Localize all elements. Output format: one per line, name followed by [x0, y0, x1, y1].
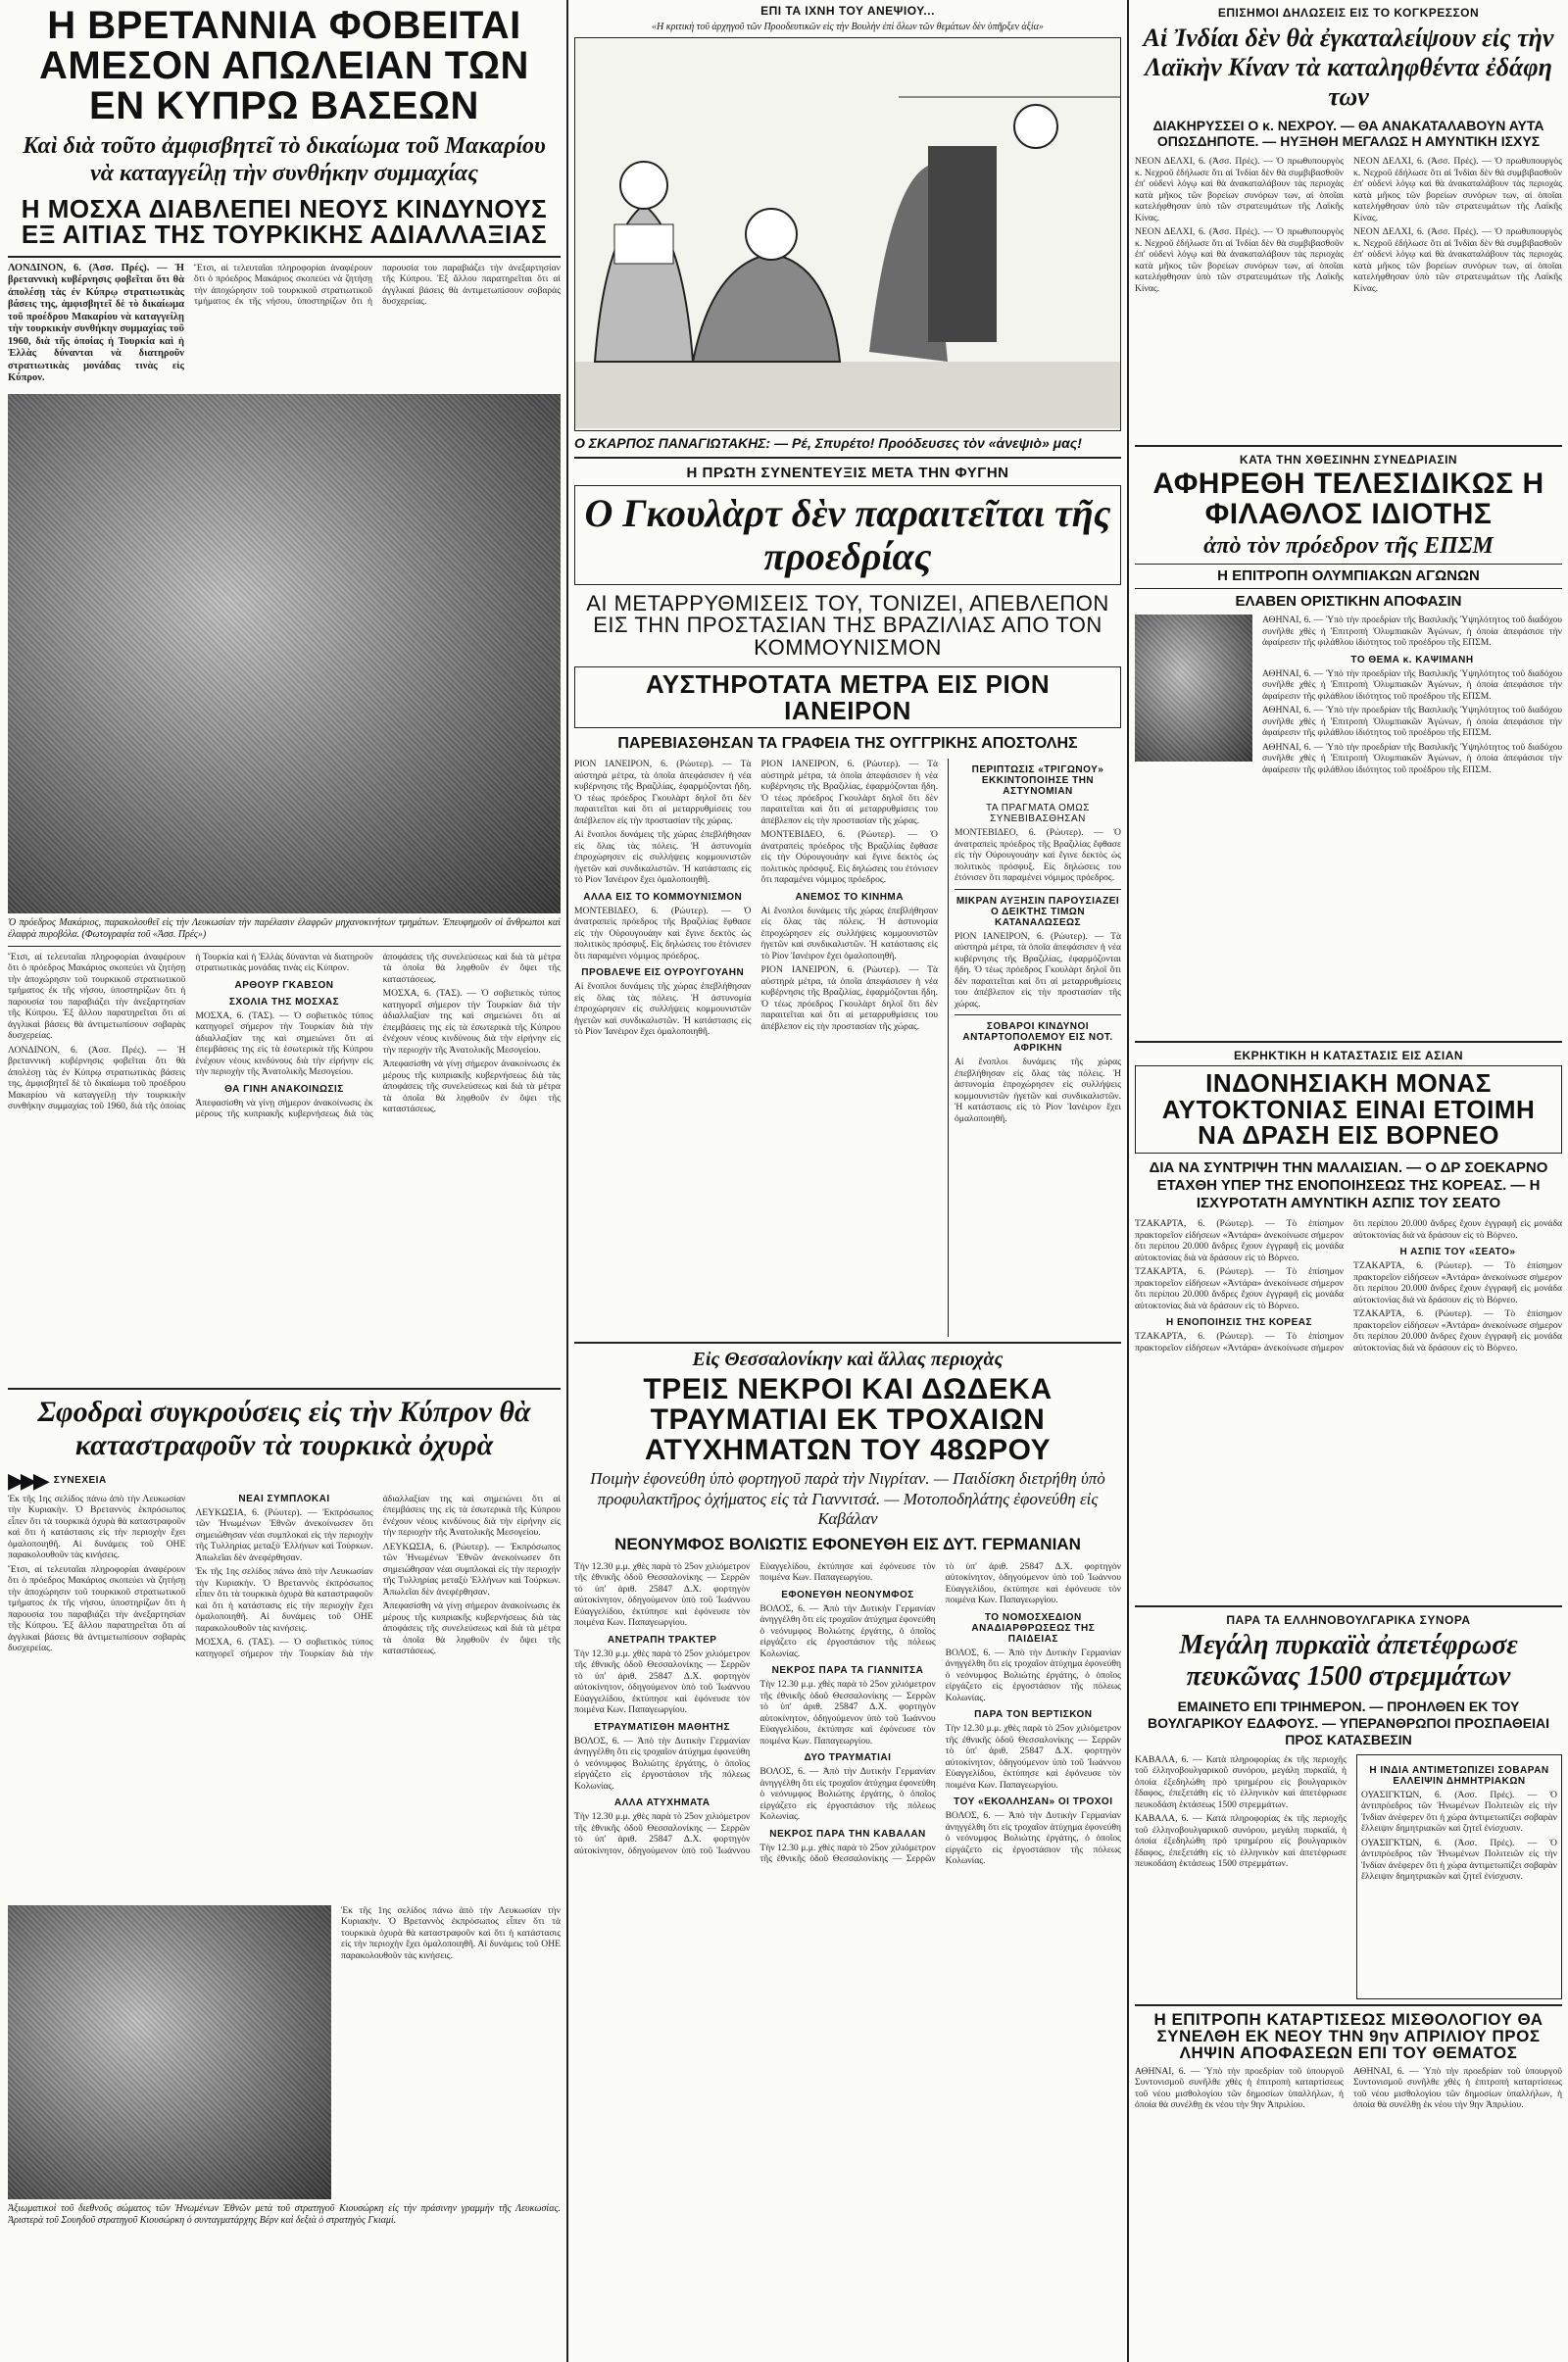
- section-heading: ΕΦΟΝΕΥΘΗ ΝΕΟΝΥΜΦΟΣ: [781, 1589, 914, 1600]
- band-kicker: Εἰς Θεσσαλονίκην καὶ ἄλλας περιοχὰς: [692, 1349, 1004, 1371]
- sport-subheadline-2: ΕΛΑΒΕΝ ΟΡΙΣΤΙΚΗΝ ΑΠΟΦΑΣΙΝ: [1235, 593, 1462, 611]
- section-heading: ΑΛΛΑ ΑΤΥΧΗΜΑΤΑ: [613, 1797, 710, 1809]
- article-text: Ἔτσι, αἱ τελευταῖαι πληροφορίαι ἀναφέρουν ὅτι ὁ πρόεδρος Μακάριος σκοπεύει νὰ ζητήσῃ τὴν ἀποχώρησιν τοῦ τουρκικοῦ στρατιωτικοῦ τμήματος ἐκ τῆς νήσου, ὑποστηρίζων ὅτι ἡ παρουσία του παραβιάζει τὴν ἀνεξαρτησίαν τῆς Κύπρου. Ἐξ ἄλλου παρατηρεῖται ὅτι αἱ ἀγγλικαὶ βάσεις θὰ ἀντιμετωπίσουν σοβαρὰς δυσχερείας.: [8, 951, 186, 1042]
- article-text: Αἱ ἔνοπλοι δυνάμεις τῆς χώρας ἐπεβλήθησαν εἰς ὅλας τὰς πόλεις. Ἡ ἀστυνομία ἐπροχώρησεν εἰς συλλήψεις κομμουνιστῶν ἡγετῶν καὶ συνδικαλιστῶν. Ἡ κατάστασις εἰς τὸ Ρίον Ἰανέιρον ἔχει ὁμαλοποιηθῆ.: [760, 905, 938, 961]
- divider: [574, 1342, 1121, 1344]
- cartoon-caption: Ο ΣΚΑΡΠΟΣ ΠΑΝΑΓΙΩΤΑΚΗΣ: — Ρέ, Σπυρέτο! Προόδευσες τὸν «ἀνεψιὸ» μας!: [574, 435, 1082, 451]
- section-heading: Η ΑΣΠΙΣ ΤΟΥ «ΣΕΑΤΟ»: [1399, 1247, 1516, 1257]
- article-text: Ἀπεφασίσθη νὰ γίνῃ σήμερον ἀνακοίνωσις ἐκ μέρους τῆς κυπριακῆς κυβερνήσεως διὰ τὰς ἀποφάσεις τῆς συνελεύσεως καὶ διὰ τὰ μέτρα τὰ ὁποῖα θὰ ληφθοῦν ἐν ὄψει τῆς καταστάσεως.: [382, 1058, 561, 1115]
- article-text: ΒΟΛΟΣ, 6. — Ἀπὸ τὴν Δυτικὴν Γερμανίαν ἀνηγγέλθη ὅτι εἰς τροχαῖον ἀτύχημα ἐφονεύθη ὁ νεόνυμφος Βολιώτης ἐργάτης, ὁ ὁποῖος εἰργάζετο εἰς ἐργοστάσιον τῆς πόλεως Κολωνίας.: [945, 1810, 1121, 1867]
- divider: [1135, 1041, 1562, 1043]
- article-text: Τὴν 12.30 μ.μ. χθὲς παρὰ τὸ 25ον χιλιόμετρον τῆς ἐθνικῆς ὁδοῦ Θεσσαλονίκης — Σερρῶν τὸ ὑπ' ἀριθ. 25847 Δ.Χ. φορτηγὸν αὐτοκίνητον, ὁδηγούμενον ὑπὸ τοῦ Ἰωάννου Εὐαγγελίδου, ἐκτύπησε καὶ ἐφόνευσε τὸν ποιμένα Κων. Παπαγεωργίου.: [945, 1723, 1121, 1791]
- article-text: ΜΟΝΤΕΒΙΔΕΟ, 6. (Ρώυτερ). — Ὁ ἀνατραπεὶς πρόεδρος τῆς Βραζιλίας ἔφθασε εἰς τὴν Οὐρουγουάην καὶ ἔγινε δεκτὸς ὡς πολιτικὸς πρόσφυξ. Εἰς δηλώσεις του ἐτόνισεν ὅτι παραμένει νόμιμος πρόεδρος.: [955, 827, 1121, 884]
- accidents-subheadline: ΝΕΟΝΥΜΦΟΣ ΒΟΛΙΩΤΙΣ ΕΦΟΝΕΥΘΗ ΕΙΣ ΔΥΤ. ΓΕΡΜΑΝΙΑΝ: [614, 1535, 1081, 1554]
- article-text: ΤΖΑΚΑΡΤΑ, 6. (Ρώυτερ). — Τὸ ἐπίσημον πρακτορεῖον εἰδήσεων «Ἀντάρα» ἀνεκοίνωσε σήμερον ὅτι περίπου 20.000 ἄνδρες ἔχουν ἐγγραφῆ εἰς μονάδα αὐτοκτονίας διὰ νὰ δράσουν εἰς τὸ Βόρνεο.: [1135, 1266, 1344, 1311]
- article-text: ΡΙΟΝ ΙΑΝΕΙΡΟΝ, 6. (Ρώυτερ). — Τὰ αὐστηρὰ μέτρα, τὰ ὁποῖα ἀπεφάσισεν ἡ νέα κυβέρνησις τῆς Βραζιλίας, ἐφαρμόζονται ἤδη. Ὁ τέως πρόεδρος Γκουλὰρτ δηλοῖ ὅτι δὲν παραιτεῖται καὶ ὅτι αἱ μεταρρυθμίσεις του ἀπέβλεπον εἰς τὴν προστασίαν τῆς χώρας.: [760, 759, 938, 826]
- article-text: ΑΘΗΝΑΙ, 6. — Ὑπὸ τὴν προεδρίαν τῆς Βασιλικῆς Ὑψηλότητος τοῦ διαδόχου συνῆλθε χθὲς ἡ Ἐπιτροπὴ Ὀλυμπιακῶν Ἀγώνων, ἡ ὁποία ἀπεφάσισε τὴν ἀφαίρεσιν τῆς φιλάθλου ἰδιότητος τοῦ προέδρου τῆς ΕΠΣΜ.: [1262, 705, 1562, 739]
- sport-headline-2: ἀπὸ τὸν πρόεδρον τῆς ΕΠΣΜ: [1203, 533, 1494, 560]
- section-heading: ΑΝΕΤΡΑΠΗ ΤΡΑΚΤΕΡ: [607, 1634, 717, 1646]
- article-text: Τὴν 12.30 μ.μ. χθὲς παρὰ τὸ 25ον χιλιόμετρον τῆς ἐθνικῆς ὁδοῦ Θεσσαλονίκης — Σερρῶν τὸ ὑπ' ἀριθ. 25847 Δ.Χ. φορτηγὸν αὐτοκίνητον, ὁδηγούμενον ὑπὸ τοῦ Ἰωάννου Εὐαγγελίδου, ἐκτύπησε καὶ ἐφόνευσε τὸν ποιμένα Κων. Παπαγεωργίου.: [760, 1560, 1121, 1865]
- article-text: ΑΘΗΝΑΙ, 6. — Ὑπὸ τὴν προεδρίαν τοῦ ὑπουργοῦ Συντονισμοῦ συνῆλθε χθὲς ἡ ἐπιτροπὴ καταρτίσεως τοῦ νέου μισθολογίου τῶν δημοσίων ὑπαλλήλων, ἡ ὁποία θὰ συνέλθῃ ἐκ νέου τὴν 9ην Ἀπριλίου.: [1353, 2065, 1562, 2111]
- article-text: Τὴν 12.30 μ.μ. χθὲς παρὰ τὸ 25ον χιλιόμετρον τῆς ἐθνικῆς ὁδοῦ Θεσσαλονίκης — Σερρῶν τὸ ὑπ' ἀριθ. 25847 Δ.Χ. φορτηγὸν αὐτοκίνητον, ὁδηγούμενον ὑπὸ τοῦ Ἰωάννου Εὐαγγελίδου, ἐκτύπησε καὶ ἐφόνευσε τὸν ποιμένα Κων. Παπαγεωργίου.: [574, 1648, 751, 1716]
- india-deck: ΔΙΑΚΗΡΥΣΣΕΙ Ο κ. ΝΕΧΡΟΥ. — ΘΑ ΑΝΑΚΑΤΑΛΑΒΟΥΝ ΑΥΤΑ ΟΠΩΣΔΗΠΟΤΕ. — ΗΥΞΗΘΗ ΜΕΓΑΛΩΣ Η ΑΜΥΝΤΙΚΗ ΙΣΧΥΣ: [1152, 117, 1544, 150]
- article-text: ΑΘΗΝΑΙ, 6. — Ὑπὸ τὴν προεδρίαν τοῦ ὑπουργοῦ Συντονισμοῦ συνῆλθε χθὲς ἡ ἐπιτροπὴ καταρτίσεως τοῦ νέου μισθολογίου τῶν δημοσίων ὑπαλλήλων, ἡ ὁποία θὰ συνέλθῃ ἐκ νέου τὴν 9ην Ἀπριλίου.: [1135, 2065, 1344, 2111]
- article-text: Ἐκ τῆς 1ης σελίδος πάνω ἀπὸ τὴν Λευκωσίαν τὴν Κυριακὴν. Ὁ Βρεταννὸς ἐκπρόσωπος εἶπεν ὅτι τὰ τουρκικὰ ὀχυρὰ θὰ καταστραφοῦν καὶ ὅτι ἡ κατάστασις εἰς τὴν περιοχὴν ἔχει ὁμαλοποιηθῆ. Αἱ δυνάμεις τοῦ ΟΗΕ παρακολουθοῦν τὰς κινήσεις.: [341, 1904, 561, 1961]
- article-text: ΤΖΑΚΑΡΤΑ, 6. (Ρώυτερ). — Τὸ ἐπίσημον πρακτορεῖον εἰδήσεων «Ἀντάρα» ἀνεκοίνωσε σήμερον ὅτι περίπου 20.000 ἄνδρες ἔχουν ἐγγραφῆ εἰς μονάδα αὐτοκτονίας διὰ νὰ δράσουν εἰς τὸ Βόρνεο.: [1135, 1218, 1344, 1263]
- india-headline: Αἱ Ἰνδίαι δὲν θὰ ἐγκαταλείψουν εἰς τὴν Λαϊκὴν Κίναν τὰ καταληφθέντα ἐδάφη των: [1143, 24, 1554, 111]
- un-officers-photo: [8, 1905, 331, 2199]
- left-column: [8, 0, 561, 2362]
- side-headline: ΣΟΒΑΡΟΙ ΚΙΝΔΥΝΟΙ ΑΝΤΑΡΤΟΠΟΛΕΜΟΥ ΕΙΣ ΝΟΤ. ΑΦΡΙΚΗΝ: [962, 1021, 1113, 1055]
- article-text: ΝΕΟΝ ΔΕΛΧΙ, 6. (Ἀσσ. Πρές). — Ὁ πρωθυπουργὸς κ. Νεχροῦ ἐδήλωσε ὅτι αἱ Ἰνδίαι δὲν θὰ συμβιβασθοῦν ἐπ' οὐδενὶ λόγῳ καὶ θὰ ἀνακαταλάβουν τὰς περιοχὰς κατὰ μῆκος τῶν βορείων συνόρων των, αἱ ὁποῖαι κατελήφθησαν ὑπὸ τῶν στρατευμάτων τῆς Λαϊκῆς Κίνας.: [1353, 156, 1562, 223]
- rio-subheadline: ΠΑΡΕΒΙΑΣΘΗΣΑΝ ΤΑ ΓΡΑΦΕΙΑ ΤΗΣ ΟΥΓΓΡΙΚΗΣ ΑΠΟΣΤΟΛΗΣ: [617, 735, 1078, 753]
- divider: [1135, 2004, 1562, 2006]
- section-heading: ΘΑ ΓΙΝΗ ΑΝΑΚΟΙΝΩΣΙΣ: [224, 1083, 344, 1095]
- article-text: ΟΥΑΣΙΓΚΤΩΝ, 6. (Ἀσσ. Πρές). — Ὁ ἀντιπρόεδρος τῶν Ἡνωμένων Πολιτειῶν εἰς τὴν Ἰνδίαν ἀνέφερεν ὅτι ἡ χώρα ἀντιμετωπίζει σοβαρὰν ἔλλειψιν δημητριακῶν καὶ ζητεῖ ἐνίσχυσιν.: [1361, 1837, 1557, 1883]
- section-heading: ΠΑΡΑ ΤΟΝ ΒΕΡΤΙΣΚΟΝ: [974, 1709, 1093, 1721]
- article-text: Αἱ ἔνοπλοι δυνάμεις τῆς χώρας ἐπεβλήθησαν εἰς ὅλας τὰς πόλεις. Ἡ ἀστυνομία ἐπροχώρησεν εἰς συλλήψεις κομμουνιστῶν ἡγετῶν καὶ συνδικαλιστῶν. Ἡ κατάστασις εἰς τὸ Ρίον Ἰανέιρον ἔχει ὁμαλοποιηθῆ.: [955, 1057, 1121, 1124]
- section-heading: ΔΥΟ ΤΡΑΥΜΑΤΙΑΙ: [804, 1752, 892, 1764]
- cartoon-quote: «Η κριτικὴ τοῦ ἀρχηγοῦ τῶν Προοδευτικῶν εἰς τὴν Βουλὴν ἐπὶ ὅλων τῶν θεμάτων δὲν ὑπῆρξεν ἀξία»: [652, 22, 1044, 32]
- section-heading: ΑΝΕΜΟΣ ΤΟ ΚΙΝΗΜΑ: [795, 891, 904, 903]
- section-heading: ΝΕΚΡΟΣ ΠΑΡΑ ΤΑ ΓΙΑΝΝΙΤΣΑ: [771, 1665, 924, 1677]
- section-heading: ΝΕΚΡΟΣ ΠΑΡΑ ΤΗΝ ΚΑΒΑΛΑΝ: [769, 1828, 926, 1840]
- center-column: [574, 0, 1121, 2362]
- portrait-photo: [1135, 615, 1252, 762]
- article-text: ΒΟΛΟΣ, 6. — Ἀπὸ τὴν Δυτικὴν Γερμανίαν ἀνηγγέλθη ὅτι εἰς τροχαῖον ἀτύχημα ἐφονεύθη ὁ νεόνυμφος Βολιώτης ἐργάτης, ὁ ὁποῖος εἰργάζετο εἰς ἐργοστάσιον τῆς πόλεως Κολωνίας.: [760, 1602, 936, 1659]
- kicker: ΚΑΤΑ ΤΗΝ ΧΘΕΣΙΝΗΝ ΣΥΝΕΔΡΙΑΣΙΝ: [1239, 453, 1458, 467]
- sport-headline: ΑΦΗΡΕΘΗ ΤΕΛΕΣΙΔΙΚΩΣ Η ΦΙΛΑΘΛΟΣ ΙΔΙΟΤΗΣ: [1152, 467, 1544, 530]
- divider: [8, 946, 561, 947]
- article-text: ΜΟΣΧΑ, 6. (ΤΑΣ). — Ὁ σοβιετικὸς τύπος κατηγορεῖ σήμερον τὴν Τουρκίαν διὰ τὴν ἀδιαλλαξίαν της καὶ σημειώνει ὅτι αἱ ἐπεμβάσεις της εἰς τὰ ἐσωτερικὰ τῆς Κύπρου ἐνέχουν νέους κινδύνους διὰ τὴν εἰρήνην εἰς τὴν περιοχὴν τῆς Ἀνατολικῆς Μεσογείου.: [195, 1009, 373, 1078]
- photo-caption: Ὁ πρόεδρος Μακάριος, παρακολουθεῖ εἰς τὴν Λευκωσίαν τὴν παρέλασιν ἐλαφρῶν μηχανοκινήτων τμημάτων. Ἐπευφημοῦν οἱ ἄνθρωποι καὶ ἐλαφρὰ πυροβόλα. (Φωτογραφία τοῦ «Ἀσσ. Πρές»): [8, 916, 561, 940]
- makarios-photo: [8, 394, 561, 913]
- rio-headline: ΑΥΣΤΗΡΟΤΑΤΑ ΜΕΤΡΑ ΕΙΣ ΡΙΟΝ ΙΑΝΕΙΡΟΝ: [574, 666, 1121, 728]
- goulart-headline: Ο Γκουλὰρτ δὲν παραιτεῖται τῆς προεδρίας: [574, 485, 1121, 585]
- article-text: ΒΟΛΟΣ, 6. — Ἀπὸ τὴν Δυτικὴν Γερμανίαν ἀνηγγέλθη ὅτι εἰς τροχαῖον ἀτύχημα ἐφονεύθη ὁ νεόνυμφος Βολιώτης ἐργάτης, ὁ ὁποῖος εἰργάζετο εἰς ἐργοστάσιον τῆς πόλεως Κολωνίας.: [760, 1766, 936, 1823]
- kicker: ΠΑΡΑ ΤΑ ΕΛΛΗΝΟΒΟΥΛΓΑΡΙΚΑ ΣΥΝΟΡΑ: [1226, 1613, 1471, 1627]
- article-text: ΡΙΟΝ ΙΑΝΕΙΡΟΝ, 6. (Ρώυτερ). — Τὰ αὐστηρὰ μέτρα, τὰ ὁποῖα ἀπεφάσισεν ἡ νέα κυβέρνησις τῆς Βραζιλίας, ἐφαρμόζονται ἤδη. Ὁ τέως πρόεδρος Γκουλὰρτ δηλοῖ ὅτι δὲν παραιτεῖται καὶ ὅτι αἱ μεταρρυθμίσεις του ἀπέβλεπον εἰς τὴν προστασίαν τῆς χώρας.: [955, 930, 1121, 1009]
- side-headline: ΠΕΡΙΠΤΩΣΙΣ «ΤΡΙΓΩΝΟΥ» ΕΚΚΙΝΤΟΠΟΙΗΣΕ ΤΗΝ ΑΣΤΥΝΟΜΙΑΝ: [971, 764, 1104, 798]
- article-text: Αἱ ἔνοπλοι δυνάμεις τῆς χώρας ἐπεβλήθησαν εἰς ὅλας τὰς πόλεις. Ἡ ἀστυνομία ἐπροχώρησεν εἰς συλλήψεις κομμουνιστῶν ἡγετῶν καὶ συνδικαλιστῶν. Ἡ κατάστασις εἰς τὸ Ρίον Ἰανέιρον ἔχει ὁμαλοποιηθῆ.: [574, 829, 752, 886]
- divider: [574, 457, 1121, 459]
- divider: [8, 1388, 561, 1390]
- goulart-deck: ΑΙ ΜΕΤΑΡΡΥΘΜΙΣΕΙΣ ΤΟΥ, ΤΟΝΙΖΕΙ, ΑΠΕΒΛΕΠΟΝ ΕΙΣ ΤΗΝ ΠΡΟΣΤΑΣΙΑΝ ΤΗΣ ΒΡΑΖΙΛΙΑΣ ΑΠΟ ΤΟΝ ΚΟΜΜΟΥΝΙΣΜΟΝ: [586, 590, 1109, 660]
- side-subheadline: ΤΑ ΠΡΑΓΜΑΤΑ ΟΜΩΣ ΣΥΝΕΒΙΒΑΣΘΗΣΑΝ: [986, 803, 1090, 825]
- article-text: ΜΟΝΤΕΒΙΔΕΟ, 6. (Ρώυτερ). — Ὁ ἀνατραπεὶς πρόεδρος τῆς Βραζιλίας ἔφθασε εἰς τὴν Οὐρουγουάην καὶ ἔγινε δεκτὸς ὡς πολιτικὸς πρόσφυξ. Εἰς δηλώσεις του ἐτόνισεν ὅτι παραμένει νόμιμος πρόεδρος.: [760, 829, 938, 886]
- article-text: ΡΙΟΝ ΙΑΝΕΙΡΟΝ, 6. (Ρώυτερ). — Τὰ αὐστηρὰ μέτρα, τὰ ὁποῖα ἀπεφάσισεν ἡ νέα κυβέρνησις τῆς Βραζιλίας, ἐφαρμόζονται ἤδη. Ὁ τέως πρόεδρος Γκουλὰρτ δηλοῖ ὅτι δὲν παραιτεῖται καὶ ὅτι αἱ μεταρρυθμίσεις του ἀπέβλεπον εἰς τὴν προστασίαν τῆς χώρας.: [760, 964, 938, 1032]
- article-text: Ἔτσι, αἱ τελευταῖαι πληροφορίαι ἀναφέρουν ὅτι ὁ πρόεδρος Μακάριος σκοπεύει νὰ ζητήσῃ τὴν ἀποχώρησιν τοῦ τουρκικοῦ στρατιωτικοῦ τμήματος ἐκ τῆς νήσου, ὑποστηρίζων ὅτι ἡ παρουσία του παραβιάζει τὴν ἀνεξαρτησίαν τῆς Κύπρου. Ἐξ ἄλλου παρατηρεῖται ὅτι αἱ ἀγγλικαὶ βάσεις θὰ ἀντιμετωπίσουν σοβαρὰς δυσχερείας.: [194, 262, 561, 308]
- kicker: ΕΚΡΗΚΤΙΚΗ Η ΚΑΤΑΣΤΑΣΙΣ ΕΙΣ ΑΣΙΑΝ: [1233, 1049, 1464, 1063]
- article-text: Ἀπεφασίσθη νὰ γίνῃ σήμερον ἀνακοίνωσις ἐκ μέρους τῆς κυπριακῆς κυβερνήσεως διὰ τὰς ἀποφάσεις τῆς συνελεύσεως καὶ διὰ τὰ μέτρα τὰ ὁποῖα θὰ ληφθοῦν ἐν ὄψει τῆς καταστάσεως.: [382, 1600, 561, 1657]
- main-headline: Η ΒΡΕΤΑΝΝΙΑ ΦΟΒΕΙΤΑΙ ΑΜΕΣΟΝ ΑΠΩΛΕΙΑΝ ΤΩΝ ΕΝ ΚΥΠΡΩ ΒΑΣΕΩΝ: [39, 4, 529, 127]
- article-text: Ἐκ τῆς 1ης σελίδος πάνω ἀπὸ τὴν Λευκωσίαν τὴν Κυριακὴν. Ὁ Βρεταννὸς ἐκπρόσωπος εἶπεν ὅτι τὰ τουρκικὰ ὀχυρὰ θὰ καταστραφοῦν καὶ ὅτι ἡ κατάστασις εἰς τὴν περιοχὴν ἔχει ὁμαλοποιηθῆ. Αἱ δυνάμεις τοῦ ΟΗΕ παρακολουθοῦν τὰς κινήσεις.: [8, 1493, 186, 1561]
- accidents-deck: Ποιμὴν ἐφονεύθη ὑπὸ φορτηγοῦ παρὰ τὴν Νιγρίταν. — Παιδίσκη διετρήθη ὑπὸ προφυλακτῆρος ὀχήματος εἰς τὰ Γιαννιτσά. — Μοτοποδηλάτης ἐφονεύθη εἰς Καβάλαν: [590, 1469, 1105, 1528]
- article-text: ΝΕΟΝ ΔΕΛΧΙ, 6. (Ἀσσ. Πρές). — Ὁ πρωθυπουργὸς κ. Νεχροῦ ἐδήλωσε ὅτι αἱ Ἰνδίαι δὲν θὰ συμβιβασθοῦν ἐπ' οὐδενὶ λόγῳ καὶ θὰ ἀνακαταλάβουν τὰς περιοχὰς κατὰ μῆκος τῶν βορείων συνόρων των, αἱ ὁποῖαι κατελήφθησαν ὑπὸ τῶν στρατευμάτων τῆς Λαϊκῆς Κίνας.: [1135, 156, 1344, 223]
- continue-arrows-icon: ▶▶▶: [8, 1468, 46, 1494]
- article-text: ΤΖΑΚΑΡΤΑ, 6. (Ρώυτερ). — Τὸ ἐπίσημον πρακτορεῖον εἰδήσεων «Ἀντάρα» ἀνεκοίνωσε σήμερον ὅτι περίπου 20.000 ἄνδρες ἔχουν ἐγγραφῆ εἰς μονάδα αὐτοκτονίας διὰ νὰ δράσουν εἰς τὸ Βόρνεο.: [1353, 1260, 1562, 1305]
- article-text: ΚΑΒΑΛΑ, 6. — Κατὰ πληροφορίας ἐκ τῆς περιοχῆς τοῦ ἐλληνοβουλγαρικοῦ συνόρου, μεγάλη πυρκαϊά, ἡ ὁποία ἐξεδηλώθη πρὸ τριημέρου εἰς βουλγαρικὸν ἔδαφος, ἐπεξετάθη εἰς τὸ ἑλληνικὸν καὶ ἀπετέφρωσε πευκοδάση ἐκτάσεως 1500 στρεμμάτων.: [1135, 1813, 1347, 1870]
- box-headline: Η ΙΝΔΙΑ ΑΝΤΙΜΕΤΩΠΙΖΕΙ ΣΟΒΑΡΑΝ ΕΛΛΕΙΨΙΝ ΔΗΜΗΤΡΙΑΚΩΝ: [1369, 1764, 1549, 1787]
- section-heading: ΣΧΟΛΙΑ ΤΗΣ ΜΟΣΧΑΣ: [228, 996, 340, 1008]
- article-text: ΑΘΗΝΑΙ, 6. — Ὑπὸ τὴν προεδρίαν τῆς Βασιλικῆς Ὑψηλότητος τοῦ διαδόχου συνῆλθε χθὲς ἡ Ἐπιτροπὴ Ὀλυμπιακῶν Ἀγώνων, ἡ ὁποία ἀπεφάσισε τὴν ἀφαίρεσιν τῆς φιλάθλου ἰδιότητος τοῦ προέδρου τῆς ΕΠΣΜ.: [1262, 741, 1562, 775]
- byline: ΑΡΘΟΥΡ ΓΚΑΒΣΟΝ: [234, 979, 334, 991]
- divider: [8, 256, 561, 258]
- article-text: ΜΟΝΤΕΒΙΔΕΟ, 6. (Ρώυτερ). — Ὁ ἀνατραπεὶς πρόεδρος τῆς Βραζιλίας ἔφθασε εἰς τὴν Οὐρουγουάην καὶ ἔγινε δεκτὸς ὡς πολιτικὸς πρόσφυξ. Εἰς δηλώσεις του ἐτόνισεν ὅτι παραμένει νόμιμος πρόεδρος.: [574, 905, 752, 961]
- column-rule: [1127, 0, 1129, 2362]
- divider: [1135, 1605, 1562, 1607]
- kicker: Η ΠΡΩΤΗ ΣΥΝΕΝΤΕΥΞΙΣ ΜΕΤΑ ΤΗΝ ΦΥΓΗΝ: [686, 464, 1009, 481]
- headline-deck: Καὶ διὰ τοῦτο ἀμφισβητεῖ τὸ δικαίωμα τοῦ Μακαρίου νὰ καταγγείλῃ τὴν συνθήκην συμμαχίας: [23, 133, 546, 186]
- divider: [955, 1014, 1121, 1015]
- section-heading: ΤΟ ΘΕΜΑ κ. ΚΑΨΙΜΑΝΗ: [1350, 654, 1474, 665]
- section-heading: ΑΛΛΑ ΕΙΣ ΤΟ ΚΟΜΜΟΥΝΙΣΜΟΝ: [583, 891, 743, 903]
- section-heading: ΝΕΑΙ ΣΥΜΠΛΟΚΑΙ: [238, 1493, 330, 1504]
- article-text: ΝΕΟΝ ΔΕΛΧΙ, 6. (Ἀσσ. Πρές). — Ὁ πρωθυπουργὸς κ. Νεχροῦ ἐδήλωσε ὅτι αἱ Ἰνδίαι δὲν θὰ συμβιβασθοῦν ἐπ' οὐδενὶ λόγῳ καὶ θὰ ἀνακαταλάβουν τὰς περιοχὰς κατὰ μῆκος τῶν βορείων συνόρων των, αἱ ὁποῖαι κατελήφθησαν ὑπὸ τῶν στρατευμάτων τῆς Λαϊκῆς Κίνας.: [1135, 226, 1344, 294]
- article-text: ΟΥΑΣΙΓΚΤΩΝ, 6. (Ἀσσ. Πρές). — Ὁ ἀντιπρόεδρος τῶν Ἡνωμένων Πολιτειῶν εἰς τὴν Ἰνδίαν ἀνέφερεν ὅτι ἡ χώρα ἀντιμετωπίζει σοβαρὰν ἔλλειψιν δημητριακῶν καὶ ζητεῖ ἐνίσχυσιν.: [1361, 1789, 1557, 1835]
- cyprus-headline: Σφοδραὶ συγκρούσεις εἰς τὴν Κύπρον θὰ καταστραφοῦν τὰ τουρκικὰ ὀχυρὰ: [37, 1395, 531, 1462]
- article-text: Τὴν 12.30 μ.μ. χθὲς παρὰ τὸ 25ον χιλιόμετρον τῆς ἐθνικῆς ὁδοῦ Θεσσαλονίκης — Σερρῶν τὸ ὑπ' ἀριθ. 25847 Δ.Χ. φορτηγὸν αὐτοκίνητον, ὁδηγούμενον ὑπὸ τοῦ Ἰωάννου Εὐαγγελίδου, ἐκτύπησε καὶ ἐφόνευσε τὸν ποιμένα Κων. Παπαγεωργίου.: [760, 1679, 936, 1747]
- side-headline: ΜΙΚΡΑΝ ΑΥΞΗΣΙΝ ΠΑΡΟΥΣΙΑΖΕΙ Ο ΔΕΙΚΤΗΣ ΤΙΜΩΝ ΚΑΤΑΝΑΛΩΣΕΩΣ: [956, 895, 1120, 928]
- article-text: Ἔτσι, αἱ τελευταῖαι πληροφορίαι ἀναφέρουν ὅτι ὁ πρόεδρος Μακάριος σκοπεύει νὰ ζητήσῃ τὴν ἀποχώρησιν τοῦ τουρκικοῦ στρατιωτικοῦ τμήματος ἐκ τῆς νήσου, ὑποστηρίζων ὅτι ἡ παρουσία του παραβιάζει τὴν ἀνεξαρτησίαν τῆς Κύπρου. Ἐξ ἄλλου παρατηρεῖται ὅτι αἱ ἀγγλικαὶ βάσεις θὰ ἀντιμετωπίσουν σοβαρὰς δυσχερείας.: [8, 1563, 186, 1654]
- political-cartoon: [574, 37, 1121, 431]
- article-text: ΛΕΥΚΩΣΙΑ, 6. (Ρώυτερ). — Ἐκπρόσωπος τῶν Ἡνωμένων Ἐθνῶν ἀνεκοίνωσεν ὅτι σημειώθησαν νέαι συμπλοκαὶ εἰς τὴν περιοχὴν τῆς Τυλληρίας μεταξὺ Ἑλλήνων καὶ Τούρκων. Ἀπωλεῖαι δὲν ἀνεφέρθησαν.: [382, 1541, 561, 1598]
- article-text: Ἐκ τῆς 1ης σελίδος πάνω ἀπὸ τὴν Λευκωσίαν τὴν Κυριακὴν. Ὁ Βρεταννὸς ἐκπρόσωπος εἶπεν ὅτι τὰ τουρκικὰ ὀχυρὰ θὰ καταστραφοῦν καὶ ὅτι ἡ κατάστασις εἰς τὴν περιοχὴν ἔχει ὁμαλοποιηθῆ. Αἱ δυνάμεις τοῦ ΟΗΕ παρακολουθοῦν τὰς κινήσεις.: [195, 1566, 373, 1634]
- article-text: ΛΕΥΚΩΣΙΑ, 6. (Ρώυτερ). — Ἐκπρόσωπος τῶν Ἡνωμένων Ἐθνῶν ἀνεκοίνωσεν ὅτι σημειώθησαν νέαι συμπλοκαὶ εἰς τὴν περιοχὴν τῆς Τυλληρίας μεταξὺ Ἑλλήνων καὶ Τούρκων. Ἀπωλεῖαι δὲν ἀνεφέρθησαν.: [195, 1506, 373, 1563]
- fire-deck: ΕΜΑΙΝΕΤΟ ΕΠΙ ΤΡΙΗΜΕΡΟΝ. — ΠΡΟΗΛΘΕΝ ΕΚ ΤΟΥ ΒΟΥΛΓΑΡΙΚΟΥ ΕΔΑΦΟΥΣ. — ΥΠΕΡΑΝΘΡΩΠΟΙ ΠΡΟΣΠΑΘΕΙΑΙ ΠΡΟΣ ΚΑΤΑΣΒΕΣΙΝ: [1148, 1698, 1549, 1747]
- subheadline: Η ΜΟΣΧΑ ΔΙΑΒΛΕΠΕΙ ΝΕΟΥΣ ΚΙΝΔΥΝΟΥΣ ΕΞ ΑΙΤΙΑΣ ΤΗΣ ΤΟΥΡΚΙΚΗΣ ΑΔΙΑΛΛΑΞΙΑΣ: [21, 193, 548, 250]
- cartoon-drawing: [575, 38, 1120, 428]
- article-text: ΒΟΛΟΣ, 6. — Ἀπὸ τὴν Δυτικὴν Γερμανίαν ἀνηγγέλθη ὅτι εἰς τροχαῖον ἀτύχημα ἐφονεύθη ὁ νεόνυμφος Βολιώτης ἐργάτης, ὁ ὁποῖος εἰργάζετο εἰς ἐργοστάσιον τῆς πόλεως Κολωνίας.: [945, 1647, 1121, 1703]
- photo-caption: Ἀξιωματικοὶ τοῦ διεθνοῦς σώματος τῶν Ἡνωμένων Ἐθνῶν μετὰ τοῦ στρατηγοῦ Κιουσώρκη εἰς τὴν πράσινην γραμμὴν τῆς Λευκωσίας. Ἀριστερὰ τοῦ Σουηδοῦ στρατηγοῦ Κιουσώρκη ὁ συνταγματάρχης Βέρν καὶ δεξιὰ ὁ στρατηγὸς Γκιαμί.: [8, 2202, 561, 2226]
- article-text: ΛΟΝΔΙΝΟΝ, 6. (Ἀσσ. Πρές). — Ἡ βρεταννικὴ κυβέρνησις φοβεῖται ὅτι θὰ ἀπολέσῃ τὰς ἐν Κύπρῳ στρατιωτικὰς βάσεις της, ἀμφισβητεῖ δὲ τὸ δικαίωμα τοῦ προέδρου Μακαρίου νὰ καταγγείλῃ τὴν τουρκικὴν συνθήκην συμμαχίας τοῦ 1960, διὰ τῆς ὁποίας ἡ Τουρκία καὶ ἡ Ἑλλὰς δύνανται νὰ διατηροῦν στρατιωτικὰς μονάδας τινὰς εἰς Κύπρον.: [8, 951, 373, 1112]
- article-text: ΜΟΣΧΑ, 6. (ΤΑΣ). — Ὁ σοβιετικὸς τύπος κατηγορεῖ σήμερον τὴν Τουρκίαν διὰ τὴν ἀδιαλλαξίαν της καὶ σημειώνει ὅτι αἱ ἐπεμβάσεις της εἰς τὰ ἐσωτερικὰ τῆς Κύπρου ἐνέχουν νέους κινδύνους διὰ τὴν εἰρήνην εἰς τὴν περιοχὴν τῆς Ἀνατολικῆς Μεσογείου.: [195, 1493, 561, 1659]
- divider: [1135, 445, 1562, 447]
- continued-label: ΣΥΝΕΧΕΙΑ: [53, 1474, 107, 1486]
- article-text: ΑΘΗΝΑΙ, 6. — Ὑπὸ τὴν προεδρίαν τῆς Βασιλικῆς Ὑψηλότητος τοῦ διαδόχου συνῆλθε χθὲς ἡ Ἐπιτροπὴ Ὀλυμπιακῶν Ἀγώνων, ἡ ὁποία ἀπεφάσισε τὴν ἀφαίρεσιν τῆς φιλάθλου ἰδιότητος τοῦ προέδρου τῆς ΕΠΣΜ.: [1262, 667, 1562, 702]
- section-heading: Η ΕΝΟΠΟΙΗΣΙΣ ΤΗΣ ΚΟΡΕΑΣ: [1166, 1317, 1312, 1328]
- section-heading: ΠΡΟΒΛΕΨΕ ΕΙΣ ΟΥΡΟΥΓΟΥΑΗΝ: [581, 967, 745, 979]
- column-rule: [566, 0, 568, 2362]
- sport-subheadline: Η ΕΠΙΤΡΟΠΗ ΟΛΥΜΠΙΑΚΩΝ ΑΓΩΝΩΝ: [1135, 564, 1562, 589]
- fire-headline: Μεγάλη πυρκαϊὰ ἀπετέφρωσε πευκῶνας 1500 στρεμμάτων: [1179, 1630, 1518, 1693]
- right-column: [1135, 0, 1562, 2362]
- cartoon-kicker: ΕΠΙ ΤΑ ΙΧΝΗ ΤΟΥ ΑΝΕΨΙΟΥ...: [760, 4, 935, 18]
- divider: [955, 889, 1121, 890]
- article-text: ΒΟΛΟΣ, 6. — Ἀπὸ τὴν Δυτικὴν Γερμανίαν ἀνηγγέλθη ὅτι εἰς τροχαῖον ἀτύχημα ἐφονεύθη ὁ νεόνυμφος Βολιώτης ἐργάτης, ὁ ὁποῖος εἰργάζετο εἰς ἐργοστάσιον τῆς πόλεως Κολωνίας.: [574, 1735, 751, 1792]
- section-heading: ΕΤΡΑΥΜΑΤΙΣΘΗ ΜΑΘΗΤΗΣ: [594, 1721, 731, 1733]
- accidents-headline: ΤΡΕΙΣ ΝΕΚΡΟΙ ΚΑΙ ΔΩΔΕΚΑ ΤΡΑΥΜΑΤΙΑΙ ΕΚ ΤΡΟΧΑΙΩΝ ΑΤΥΧΗΜΑΤΩΝ ΤΟΥ 48ΩΡΟΥ: [643, 1373, 1053, 1466]
- article-text: ΑΘΗΝΑΙ, 6. — Ὑπὸ τὴν προεδρίαν τῆς Βασιλικῆς Ὑψηλότητος τοῦ διαδόχου συνῆλθε χθὲς ἡ Ἐπιτροπὴ Ὀλυμπιακῶν Ἀγώνων, ἡ ὁποία ἀπεφάσισε τὴν ἀφαίρεσιν τῆς φιλάθλου ἰδιότητος τοῦ προέδρου τῆς ΕΠΣΜ.: [1262, 615, 1562, 649]
- article-text: ΜΟΣΧΑ, 6. (ΤΑΣ). — Ὁ σοβιετικὸς τύπος κατηγορεῖ σήμερον τὴν Τουρκίαν διὰ τὴν ἀδιαλλαξίαν της καὶ σημειώνει ὅτι αἱ ἐπεμβάσεις της εἰς τὰ ἐσωτερικὰ τῆς Κύπρου ἐνέχουν νέους κινδύνους διὰ τὴν εἰρήνην εἰς τὴν περιοχὴν τῆς Ἀνατολικῆς Μεσογείου.: [382, 988, 561, 1056]
- article-text: Αἱ ἔνοπλοι δυνάμεις τῆς χώρας ἐπεβλήθησαν εἰς ὅλας τὰς πόλεις. Ἡ ἀστυνομία ἐπροχώρησεν εἰς συλλήψεις κομμουνιστῶν ἡγετῶν καὶ συνδικαλιστῶν. Ἡ κατάστασις εἰς τὸ Ρίον Ἰανέιρον ἔχει ὁμαλοποιηθῆ.: [574, 981, 752, 1038]
- article-text: ΝΕΟΝ ΔΕΛΧΙ, 6. (Ἀσσ. Πρές). — Ὁ πρωθυπουργὸς κ. Νεχροῦ ἐδήλωσε ὅτι αἱ Ἰνδίαι δὲν θὰ συμβιβασθοῦν ἐπ' οὐδενὶ λόγῳ καὶ θὰ ἀνακαταλάβουν τὰς περιοχὰς κατὰ μῆκος τῶν βορείων συνόρων των, αἱ ὁποῖαι κατελήφθησαν ὑπὸ τῶν στρατευμάτων τῆς Λαϊκῆς Κίνας.: [1353, 226, 1562, 294]
- article-text: ΤΖΑΚΑΡΤΑ, 6. (Ρώυτερ). — Τὸ ἐπίσημον πρακτορεῖον εἰδήσεων «Ἀντάρα» ἀνεκοίνωσε σήμερον ὅτι περίπου 20.000 ἄνδρες ἔχουν ἐγγραφῆ εἰς μονάδα αὐτοκτονίας διὰ νὰ δράσουν εἰς τὸ Βόρνεο.: [1353, 1308, 1562, 1353]
- article-text: Τὴν 12.30 μ.μ. χθὲς παρὰ τὸ 25ον χιλιόμετρον τῆς ἐθνικῆς ὁδοῦ Θεσσαλονίκης — Σερρῶν τὸ ὑπ' ἀριθ. 25847 Δ.Χ. φορτηγὸν αὐτοκίνητον, ὁδηγούμενον ὑπὸ τοῦ Ἰωάννου Εὐαγγελίδου, ἐκτύπησε καὶ ἐφόνευσε τὸν ποιμένα Κων. Παπαγεωργίου.: [574, 1560, 936, 1856]
- indonesia-deck: ΔΙΑ ΝΑ ΣΥΝΤΡΙΨΗ ΤΗΝ ΜΑΛΑΙΣΙΑΝ. — Ο ΔΡ ΣΟΕΚΑΡΝΟ ΕΤΑΧΘΗ ΥΠΕΡ ΤΗΣ ΕΝΟΠΟΙΗΣΕΩΣ ΤΗΣ ΚΟΡΕΑΣ. — Η ΙΣΧΥΡΟΤΑΤΗ ΑΜΥΝΤΙΚΗ ΑΣΠΙΣ ΤΟΥ ΣΕΑΤΟ: [1149, 1159, 1548, 1211]
- section-heading: ΤΟΥ «ΕΚΟΛΛΗΣΑΝ» ΟΙ ΤΡΟΧΟΙ: [954, 1796, 1113, 1808]
- section-heading: ΤΟ ΝΟΜΟΣΧΕΔΙΟΝ ΑΝΑΔΙΑΡΘΡΩΣΕΩΣ ΤΗΣ ΠΑΙΔΕΙΑΣ: [971, 1611, 1096, 1645]
- article-text: ΤΖΑΚΑΡΤΑ, 6. (Ρώυτερ). — Τὸ ἐπίσημον πρακτορεῖον εἰδήσεων «Ἀντάρα» ἀνεκοίνωσε σήμερον ὅτι περίπου 20.000 ἄνδρες ἔχουν ἐγγραφῆ εἰς μονάδα αὐτοκτονίας διὰ νὰ δράσουν εἰς τὸ Βόρνεο.: [1135, 1218, 1562, 1353]
- article-text: ΡΙΟΝ ΙΑΝΕΙΡΟΝ, 6. (Ρώυτερ). — Τὰ αὐστηρὰ μέτρα, τὰ ὁποῖα ἀπεφάσισεν ἡ νέα κυβέρνησις τῆς Βραζιλίας, ἐφαρμόζονται ἤδη. Ὁ τέως πρόεδρος Γκουλὰρτ δηλοῖ ὅτι δὲν παραιτεῖται καὶ ὅτι αἱ μεταρρυθμίσεις του ἀπέβλεπον εἰς τὴν προστασίαν τῆς χώρας.: [574, 759, 752, 826]
- article-text: Ἀπεφασίσθη νὰ γίνῃ σήμερον ἀνακοίνωσις ἐκ μέρους τῆς κυπριακῆς κυβερνήσεως διὰ τὰς ἀποφάσεις τῆς συνελεύσεως καὶ διὰ τὰ μέτρα τὰ ὁποῖα θὰ ληφθοῦν ἐν ὄψει τῆς καταστάσεως.: [195, 951, 561, 1120]
- article-text: Τὴν 12.30 μ.μ. χθὲς παρὰ τὸ 25ον χιλιόμετρον τῆς ἐθνικῆς ὁδοῦ Θεσσαλονίκης — Σερρῶν τὸ ὑπ' ἀριθ. 25847 Δ.Χ. φορτηγὸν αὐτοκίνητον, ὁδηγούμενον ὑπὸ τοῦ Ἰωάννου Εὐαγγελίδου, ἐκτύπησε καὶ ἐφόνευσε τὸν ποιμένα Κων. Παπαγεωργίου.: [574, 1560, 751, 1629]
- lead-paragraph: ΛΟΝΔΙΝΟΝ, 6. (Ἀσσ. Πρές). — Ἡ βρεταννικὴ κυβέρνησις φοβεῖται ὅτι θὰ ἀπολέσῃ τὰς ἐν Κύπρῳ στρατιωτικὰς βάσεις της, ἀμφισβητεῖ δὲ τὸ δικαίωμα τοῦ προέδρου Μακαρίου νὰ καταγγείλῃ τὴν τουρκικὴν συνθήκην συμμαχίας τοῦ 1960, διὰ τῆς ὁποίας ἡ Τουρκία καὶ ἡ Ἑλλὰς δύνανται νὰ διατηροῦν στρατιωτικὰς μονάδας τινὰς εἰς Κύπρον.: [8, 262, 184, 384]
- salary-headline: Η ΕΠΙΤΡΟΠΗ ΚΑΤΑΡΤΙΣΕΩΣ ΜΙΣΘΟΛΟΓΙΟΥ ΘΑ ΣΥΝΕΛΘΗ ΕΚ ΝΕΟΥ ΤΗΝ 9ην ΑΠΡΙΛΙΟΥ ΠΡΟΣ ΛΗΨΙΝ ΑΠΟΦΑΣΕΩΝ ΕΠΙ ΤΟΥ ΘΕΜΑΤΟΣ: [1153, 2009, 1544, 2063]
- kicker: ΕΠΙΣΗΜΟΙ ΔΗΛΩΣΕΙΣ ΕΙΣ ΤΟ ΚΟΓΚΡΕΣΣΟΝ: [1217, 6, 1480, 20]
- article-text: ΚΑΒΑΛΑ, 6. — Κατὰ πληροφορίας ἐκ τῆς περιοχῆς τοῦ ἐλληνοβουλγαρικοῦ συνόρου, μεγάλη πυρκαϊά, ἡ ὁποία ἐξεδηλώθη πρὸ τριημέρου εἰς βουλγαρικὸν ἔδαφος, ἐπεξετάθη εἰς τὸ ἑλληνικὸν καὶ ἀπετέφρωσε πευκοδάση ἐκτάσεως 1500 στρεμμάτων.: [1135, 1753, 1347, 1810]
- indonesia-headline: ΙΝΔΟΝΗΣΙΑΚΗ ΜΟΝΑΣ ΑΥΤΟΚΤΟΝΙΑΣ ΕΙΝΑΙ ΕΤΟΙΜΗ ΝΑ ΔΡΑΣΗ ΕΙΣ ΒΟΡΝΕΟ: [1135, 1065, 1562, 1154]
